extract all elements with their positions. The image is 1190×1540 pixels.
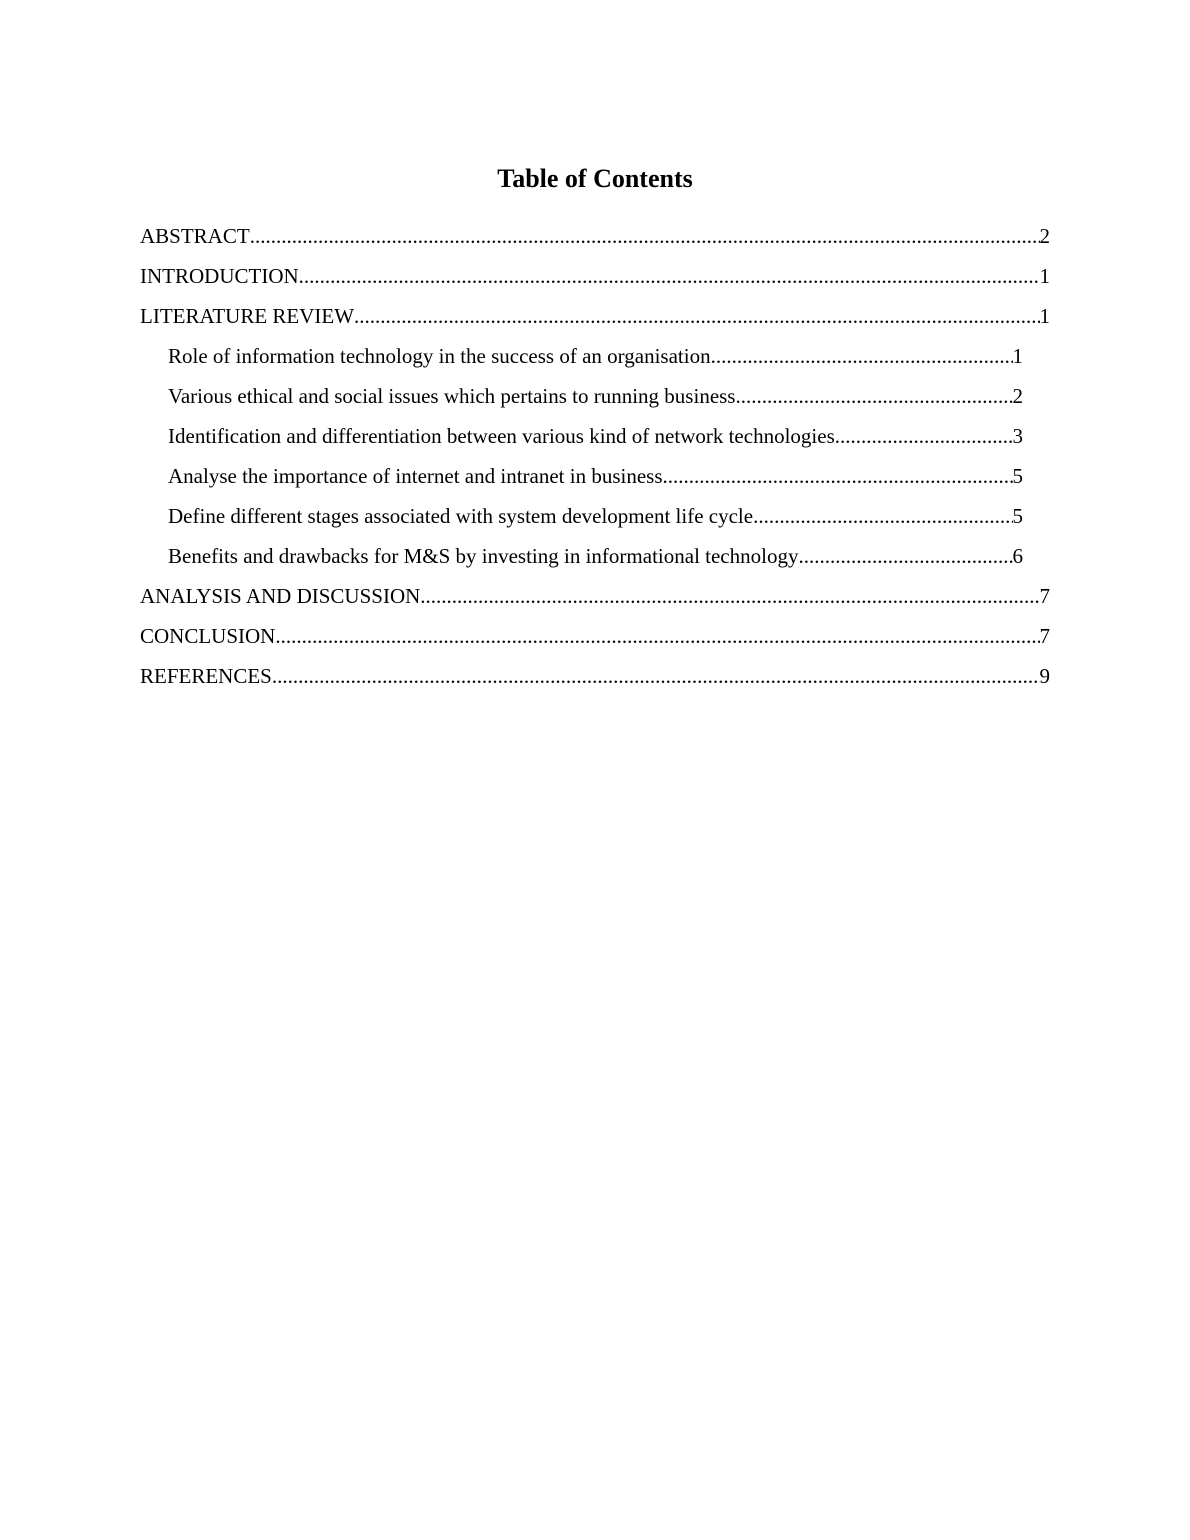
toc-dot-leader (299, 260, 1040, 292)
toc-page-number: 3 (1012, 424, 1023, 448)
toc-dot-leader (753, 500, 1012, 532)
toc-entry-analysis-discussion[interactable] (140, 580, 1050, 612)
toc-page-number: 5 (1012, 464, 1023, 488)
toc-entry-label: Define different stages associated with system development life cycle (168, 504, 754, 528)
toc-entry-conclusion[interactable] (140, 620, 1050, 652)
toc-entry-label: INTRODUCTION (140, 264, 299, 288)
toc-entry-role-of-it[interactable] (168, 340, 1023, 372)
toc-entry-label: Benefits and drawbacks for M&S by investing in informational technology (168, 544, 799, 568)
toc-dot-leader (420, 580, 1039, 612)
toc-entry-label: Identification and differentiation between various kind of network technologies (168, 424, 835, 448)
toc-dot-leader (250, 220, 1040, 252)
toc-entry-ethical-social-issues[interactable] (168, 380, 1023, 412)
toc-page-number: 2 (1012, 384, 1023, 408)
toc-page-number: 1 (1012, 344, 1023, 368)
toc-page-number: 1 (1039, 304, 1050, 328)
toc-entry-literature-review[interactable] (140, 300, 1050, 332)
toc-entry-benefits-drawbacks[interactable] (168, 540, 1023, 572)
toc-entry-label: LITERATURE REVIEW (140, 304, 355, 328)
toc-entry-label: Analyse the importance of internet and intranet in business (168, 464, 663, 488)
toc-dot-leader (354, 300, 1039, 332)
toc-dot-leader (272, 660, 1040, 692)
toc-entry-sdlc-stages[interactable] (168, 500, 1023, 532)
toc-dot-leader (735, 380, 1012, 412)
toc-dot-leader (798, 540, 1012, 572)
toc-dot-leader (663, 460, 1013, 492)
toc-page-number: 6 (1012, 544, 1023, 568)
toc-entry-label: ABSTRACT (140, 224, 250, 248)
toc-entry-introduction[interactable] (140, 260, 1050, 292)
toc-dot-leader (711, 340, 1013, 372)
toc-entry-internet-intranet[interactable] (168, 460, 1023, 492)
toc-entry-references[interactable] (140, 660, 1050, 692)
toc-title: Table of Contents (497, 164, 693, 193)
toc-page-number: 7 (1039, 624, 1050, 648)
toc-entry-label: REFERENCES (140, 664, 272, 688)
toc-entry-label: CONCLUSION (140, 624, 276, 648)
toc-page-number: 9 (1039, 664, 1050, 688)
toc-page-number: 2 (1039, 224, 1050, 248)
toc-dot-leader (275, 620, 1039, 652)
toc-entry-label: Role of information technology in the success of an organisation (168, 344, 711, 368)
toc-entry-network-technologies[interactable] (168, 420, 1023, 452)
toc-page-number: 5 (1012, 504, 1023, 528)
toc-entry-abstract[interactable] (140, 220, 1050, 252)
toc-page-number: 1 (1039, 264, 1050, 288)
toc-page-number: 7 (1039, 584, 1050, 608)
toc-entry-label: Various ethical and social issues which pertains to running business (168, 384, 736, 408)
toc-dot-leader (835, 420, 1013, 452)
toc-entry-label: ANALYSIS AND DISCUSSION (140, 584, 421, 608)
